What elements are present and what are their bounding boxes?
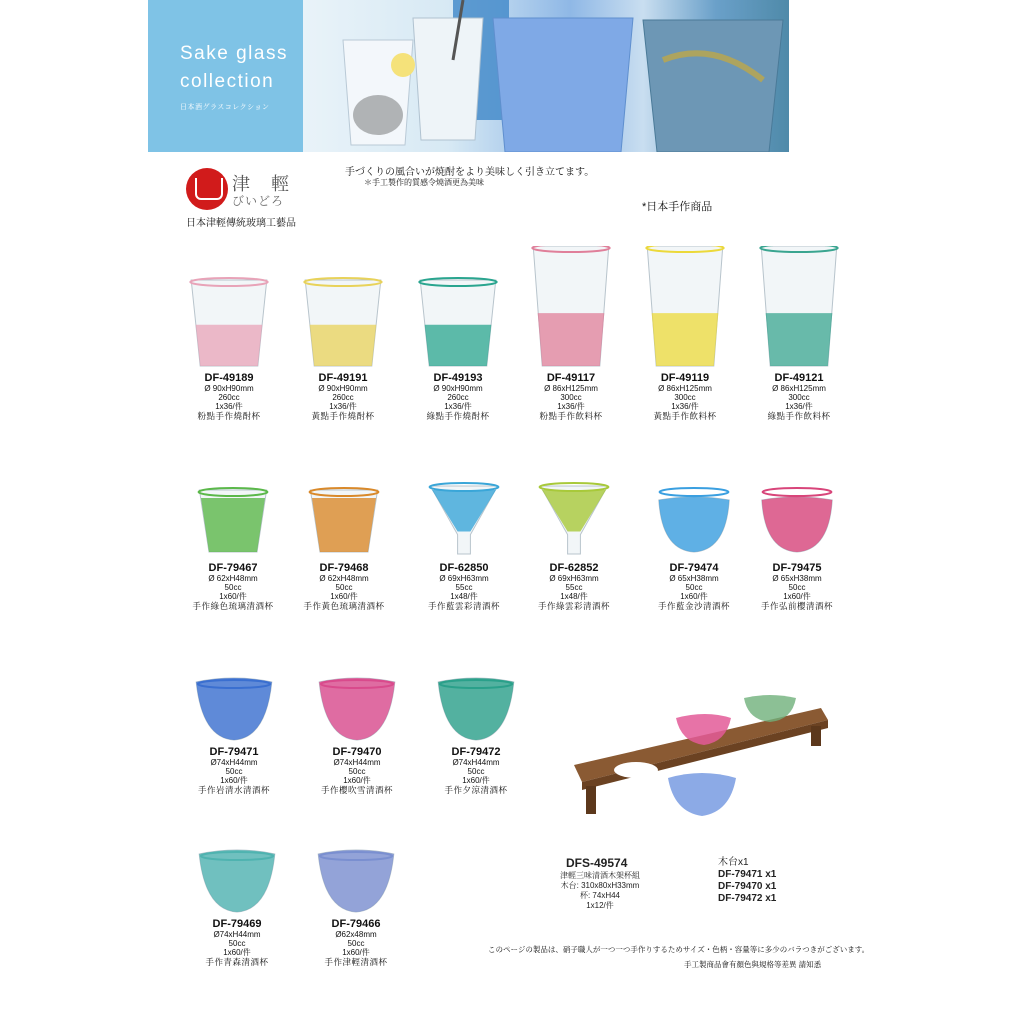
product-image: [754, 246, 844, 373]
brand-name-jp: 津 輕: [232, 174, 298, 194]
product-pack: 1x36/件: [785, 402, 813, 411]
product-card: [182, 918, 292, 967]
product-pack: 1x48/件: [450, 592, 478, 601]
product-code: DF-49121: [774, 372, 824, 384]
glass-rim: [660, 488, 729, 496]
product-image: [526, 246, 616, 373]
product-code: DF-79468: [319, 562, 369, 574]
product-name: 粉點手作燒酎杯: [197, 411, 261, 421]
set-tray-size: 木台: 310x80xH33mm: [560, 881, 640, 890]
glass-image: [193, 480, 273, 558]
glass-image: [314, 844, 398, 914]
product-size: Ø 90xH90mm: [204, 384, 254, 393]
product-code: DF-79469: [212, 918, 262, 930]
product-image: [195, 844, 279, 919]
product-size: Ø 86xH125mm: [772, 384, 826, 393]
product-image: [534, 480, 614, 563]
product-capacity: 50cc: [348, 767, 366, 776]
product-code: DF-62850: [439, 562, 489, 574]
product-image: [413, 272, 503, 373]
glass-image: [434, 672, 518, 742]
product-name: 綠點手作燒酎杯: [426, 411, 490, 421]
product-name: 黃點手作飲料杯: [653, 411, 717, 421]
product-size: Ø74xH44mm: [452, 758, 500, 767]
product-capacity: 260cc: [447, 393, 469, 402]
product-pack: 1x60/件: [223, 948, 251, 957]
product-image: [184, 272, 274, 373]
product-card: [421, 746, 531, 795]
banner-title-panel: [148, 0, 303, 152]
product-capacity: 50cc: [788, 583, 806, 592]
product-name: 手作津輕清酒杯: [324, 957, 388, 967]
product-capacity: 50cc: [467, 767, 485, 776]
glass-color: [201, 498, 265, 552]
product-name: 黃點手作燒酎杯: [311, 411, 375, 421]
product-capacity: 50cc: [228, 939, 246, 948]
glass-image: [184, 272, 274, 368]
product-code: DF-79471: [209, 746, 259, 758]
product-pack: 1x60/件: [220, 776, 248, 785]
product-size: Ø 65xH38mm: [669, 574, 719, 583]
product-image: [314, 844, 398, 919]
glass-color: [196, 325, 263, 366]
product-name: 手作藍金沙清酒杯: [657, 601, 730, 611]
made-in-japan-note: *日本手作商品: [642, 201, 713, 213]
product-name: 手作藍雲彩清酒杯: [427, 601, 500, 611]
product-image: [192, 672, 276, 747]
set-item: DF-79472 x1: [718, 893, 777, 904]
product-capacity: 50cc: [347, 939, 365, 948]
product-name: 手作櫻吹雪清酒杯: [320, 785, 393, 795]
product-code: DF-79472: [451, 746, 501, 758]
product-capacity: 50cc: [224, 583, 242, 592]
product-capacity: 55cc: [565, 583, 583, 592]
glass-image: [195, 844, 279, 914]
product-image: [654, 480, 734, 563]
glass-color: [762, 497, 832, 552]
product-pack: 1x36/件: [329, 402, 357, 411]
brand-name-cn: 日本津輕傳統玻璃工藝品: [186, 218, 296, 229]
product-name: 手作黃色琉璃清酒杯: [303, 601, 385, 611]
product-name: 手作夕涼清酒杯: [444, 785, 508, 795]
product-code: DF-79474: [669, 562, 719, 574]
glass-image: [640, 246, 730, 368]
glass-image: [754, 246, 844, 368]
banner-glasses-illustration: [303, 0, 789, 152]
product-pack: 1x36/件: [557, 402, 585, 411]
glass-color: [312, 498, 376, 552]
glass-image: [298, 272, 388, 368]
brand-name-kana: びいどろ: [232, 194, 285, 208]
product-card: [519, 562, 629, 611]
product-size: Ø 86xH125mm: [658, 384, 712, 393]
product-pack: 1x36/件: [671, 402, 699, 411]
glass-color: [766, 313, 833, 366]
wooden-tray-illustration: [566, 690, 831, 820]
product-card: [174, 372, 284, 421]
product-pack: 1x60/件: [343, 776, 371, 785]
product-card: [179, 746, 289, 795]
product-code: DF-62852: [549, 562, 599, 574]
product-pack: 1x36/件: [215, 402, 243, 411]
product-card: [630, 372, 740, 421]
banner-photo: [303, 0, 789, 152]
set-name: 津輕三味清酒木架杯組: [560, 871, 640, 880]
glass-image: [304, 480, 384, 558]
banner-subtitle: 日本酒グラスコレクション: [180, 104, 270, 111]
product-pack: 1x60/件: [462, 776, 490, 785]
product-code: DF-49189: [204, 372, 254, 384]
product-code: DF-79467: [208, 562, 258, 574]
product-capacity: 300cc: [560, 393, 582, 402]
tagline-cn: ＊手工製作的質感令燒酒更為美味: [364, 178, 484, 187]
banner-title-line2: collection: [180, 71, 275, 92]
product-name: 手作弘前櫻清酒杯: [760, 601, 833, 611]
product-size: Ø74xH44mm: [213, 930, 261, 939]
glass-image: [526, 246, 616, 368]
product-image: [315, 672, 399, 747]
product-capacity: 50cc: [225, 767, 243, 776]
glass-image: [654, 480, 734, 558]
product-card: [289, 562, 399, 611]
product-card: [516, 372, 626, 421]
product-size: Ø 86xH125mm: [544, 384, 598, 393]
glass-color: [659, 497, 729, 552]
product-card: [301, 918, 411, 967]
product-capacity: 50cc: [685, 583, 703, 592]
brand-logo: [186, 168, 228, 210]
product-card: [744, 372, 854, 421]
product-image: [298, 272, 388, 373]
glass-image: [424, 480, 504, 558]
product-code: DF-79475: [772, 562, 822, 574]
glass-color: [538, 313, 605, 366]
glass-image: [534, 480, 614, 558]
product-card: [639, 562, 749, 611]
product-code: DF-79470: [332, 746, 382, 758]
product-image: [640, 246, 730, 373]
product-size: Ø74xH44mm: [333, 758, 381, 767]
product-size: Ø 90xH90mm: [318, 384, 368, 393]
footnote-jp: このページの製品は、硝子職人が一つ一つ手作りするためサイズ・色柄・容量等に多少のバラつきがございます。: [488, 945, 870, 954]
footnote-cn: 手工製商品會有顏色與規格等差異 請知悉: [684, 960, 822, 969]
tray-set-photo: [566, 690, 831, 820]
product-card: [302, 746, 412, 795]
product-code: DF-79466: [331, 918, 381, 930]
product-pack: 1x60/件: [783, 592, 811, 601]
tagline-jp: 手づくりの風合いが焼酎をより美味しく引き立てます。: [345, 167, 595, 178]
product-capacity: 260cc: [218, 393, 240, 402]
set-cup-size: 杯: 74xH44: [579, 891, 621, 900]
product-capacity: 50cc: [335, 583, 353, 592]
product-capacity: 300cc: [674, 393, 696, 402]
product-size: Ø 69xH63mm: [549, 574, 599, 583]
product-capacity: 300cc: [788, 393, 810, 402]
set-item: DF-79471 x1: [718, 869, 777, 880]
product-code: DF-49193: [433, 372, 483, 384]
glass-rim: [763, 488, 832, 496]
product-pack: 1x60/件: [680, 592, 708, 601]
product-pack: 1x60/件: [219, 592, 247, 601]
glass-image: [315, 672, 399, 742]
set-code: DFS-49574: [566, 856, 628, 870]
product-code: DF-49191: [318, 372, 368, 384]
glass-color: [542, 490, 606, 531]
glass-image: [192, 672, 276, 742]
glass-color: [425, 325, 492, 366]
banner-title-line1: Sake glass: [180, 43, 288, 64]
product-size: Ø 90xH90mm: [433, 384, 483, 393]
product-pack: 1x60/件: [330, 592, 358, 601]
product-code: DF-49119: [660, 372, 710, 384]
set-pack: 1x12/件: [586, 901, 614, 910]
product-card: [742, 562, 852, 611]
product-card: [288, 372, 398, 421]
product-card: [403, 372, 513, 421]
product-code: DF-49117: [546, 372, 596, 384]
glass-image: [413, 272, 503, 368]
set-item: DF-79470 x1: [718, 881, 777, 892]
set-contents: [718, 857, 776, 905]
product-image: [434, 672, 518, 747]
product-size: Ø 62xH48mm: [208, 574, 258, 583]
set-details: [545, 871, 655, 911]
product-name: 粉點手作飲料杯: [539, 411, 603, 421]
product-name: 綠點手作飲料杯: [767, 411, 831, 421]
product-name: 手作綠色琉璃清酒杯: [192, 601, 274, 611]
product-size: Ø74xH44mm: [210, 758, 258, 767]
product-capacity: 55cc: [455, 583, 473, 592]
product-card: [409, 562, 519, 611]
product-pack: 1x36/件: [444, 402, 472, 411]
glass-color: [432, 490, 496, 531]
brand-logo-mark: [195, 178, 223, 200]
product-pack: 1x48/件: [560, 592, 588, 601]
product-name: 手作綠雲彩清酒杯: [537, 601, 610, 611]
glass-image: [757, 480, 837, 558]
product-image: [193, 480, 273, 563]
product-name: 手作青森清酒杯: [205, 957, 269, 967]
product-capacity: 260cc: [332, 393, 354, 402]
product-card: [178, 562, 288, 611]
product-size: Ø 69xH63mm: [439, 574, 489, 583]
banner: [148, 0, 789, 152]
product-name: 手作岩清水清酒杯: [197, 785, 270, 795]
glass-color: [310, 325, 377, 366]
product-size: Ø 62xH48mm: [319, 574, 369, 583]
product-pack: 1x60/件: [342, 948, 370, 957]
product-size: Ø 65xH38mm: [772, 574, 822, 583]
product-image: [424, 480, 504, 563]
glass-color: [652, 313, 719, 366]
product-size: Ø62x48mm: [335, 930, 377, 939]
product-image: [757, 480, 837, 563]
set-contents-label: 木台x1: [718, 857, 749, 868]
product-image: [304, 480, 384, 563]
